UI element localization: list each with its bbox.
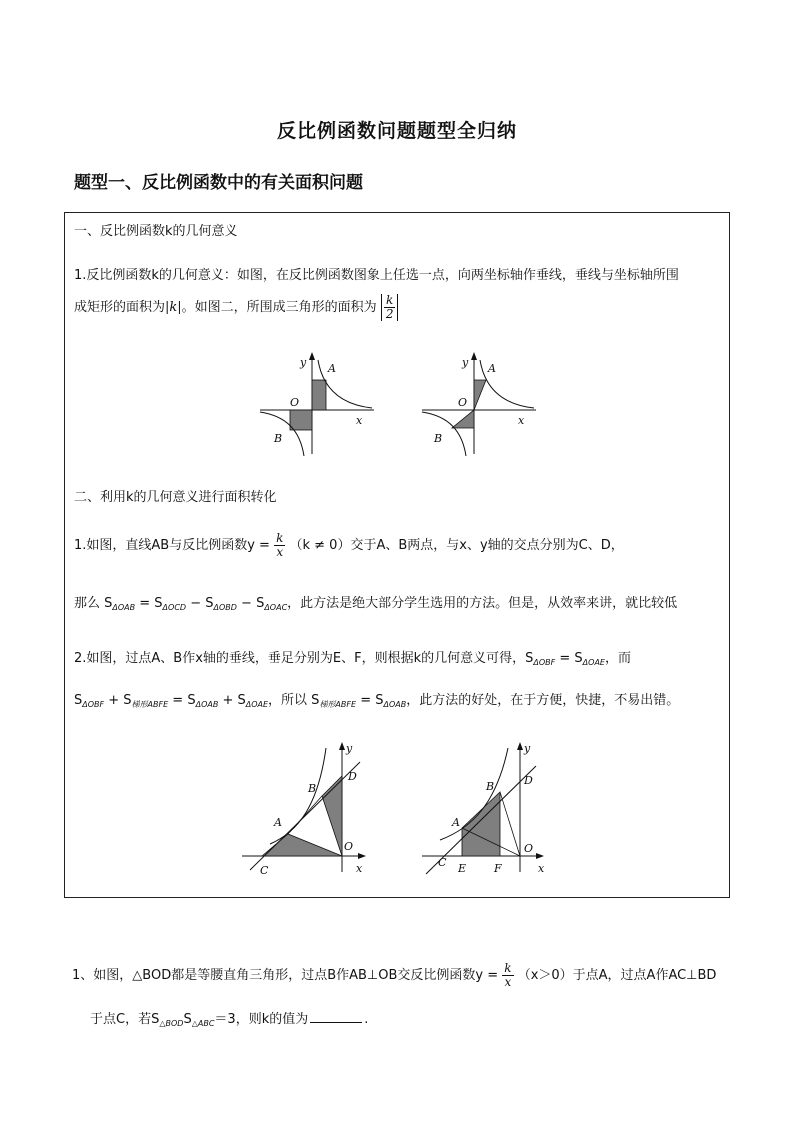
label-a: A xyxy=(488,362,496,375)
subscript: △BOD xyxy=(159,1019,184,1028)
frac-num: k xyxy=(504,961,512,975)
frac-den: x xyxy=(504,975,512,989)
label-o: O xyxy=(344,840,354,853)
question-1-line-1 xyxy=(72,962,716,989)
label-e: E xyxy=(458,862,467,875)
subscript: ΔOBD xyxy=(213,603,237,612)
label-d: D xyxy=(524,774,533,787)
text: . xyxy=(364,1012,369,1027)
figure-rectangle-area xyxy=(256,350,386,460)
shaded-triangle-obd xyxy=(322,776,342,856)
paragraph-1-line-1: 1.反比例函数k的几何意义：如图，在反比例函数图象上任选一点，向两坐标轴作垂线，垂线与坐标轴所围 xyxy=(74,268,679,283)
text: + S xyxy=(218,693,246,708)
subscript: ΔOAB xyxy=(195,700,219,709)
label-o: O xyxy=(458,396,468,409)
abs-k-over-2 xyxy=(381,294,399,321)
subscript: ΔOBF xyxy=(82,700,105,709)
text: + S xyxy=(104,693,132,708)
label-b: B xyxy=(274,432,283,445)
label-a: A xyxy=(328,362,336,375)
text: 1、如图，△BOD都是等腰直角三角形，过点B作AB⊥OB交反比例函数y = xyxy=(72,968,499,983)
shaded-triangle-oac xyxy=(262,834,342,856)
subscript: ΔOAC xyxy=(264,603,288,612)
shaded-triangle-b xyxy=(452,410,474,428)
fraction-k-over-x xyxy=(274,532,285,559)
paragraph-3 xyxy=(74,592,677,612)
frac-num: k xyxy=(276,531,284,545)
subscript: 梯形ABFE xyxy=(131,700,169,709)
section-title: 题型一、反比例函数中的有关面积问题 xyxy=(74,173,363,193)
label-y: y xyxy=(346,742,353,755)
label-b: B xyxy=(486,780,495,793)
text: ，此方法的好处，在于方便，快捷，不易出错。 xyxy=(406,693,680,708)
text: = S xyxy=(356,693,384,708)
label-a: A xyxy=(274,816,282,829)
text: 1.如图，直线AB与反比例函数y = xyxy=(74,538,270,553)
figure-line-hyperbola-method-1 xyxy=(240,740,370,880)
subscript: ΔOCD xyxy=(162,603,187,612)
paragraph-5 xyxy=(74,689,679,710)
label-x: x xyxy=(538,862,545,875)
label-o: O xyxy=(524,842,534,855)
paragraph-4 xyxy=(74,647,631,667)
text: = S xyxy=(135,596,163,611)
subscript: 梯形ABFE xyxy=(319,700,357,709)
abs-k: |k| xyxy=(165,300,182,315)
label-d: D xyxy=(348,770,357,783)
label-o: O xyxy=(290,396,300,409)
frac-num: k xyxy=(384,294,396,308)
label-f: F xyxy=(494,862,502,875)
figure-triangle-area xyxy=(418,350,548,460)
subscript: △ABC xyxy=(191,1019,215,1028)
text: 成矩形的面积为 xyxy=(74,300,166,315)
shaded-rectangle-a xyxy=(312,380,326,410)
subscript: ΔOAE xyxy=(582,658,605,667)
label-b: B xyxy=(308,782,317,795)
label-c: C xyxy=(260,864,269,877)
text: − S xyxy=(236,596,265,611)
label-c: C xyxy=(438,856,447,869)
label-x: x xyxy=(356,862,363,875)
subscript: ΔOAE xyxy=(245,700,269,709)
label-y: y xyxy=(300,356,307,369)
page-title: 反比例函数问题题型全归纳 xyxy=(276,120,517,142)
label-a: A xyxy=(452,816,460,829)
box-heading-2: 二、利用k的几何意义进行面积转化 xyxy=(74,490,277,505)
text: S xyxy=(74,693,83,708)
text: − S xyxy=(186,596,214,611)
text: S xyxy=(183,1012,192,1027)
box-heading-1: 一、反比例函数k的几何意义 xyxy=(74,224,238,239)
text: 。如图二，所围成三角形的面积为 xyxy=(181,300,377,315)
text: 2.如图，过点A、B作x轴的垂线，垂足分别为E、F，则根据k的几何意义可得，S xyxy=(74,651,534,666)
subscript: ΔOAB xyxy=(112,603,136,612)
text: ＝3，则k的值为 xyxy=(214,1012,309,1027)
text: ，所以 S xyxy=(268,693,320,708)
question-1-line-2 xyxy=(90,1008,368,1028)
paragraph-1-line-2 xyxy=(74,294,398,321)
text: 于点C，若S xyxy=(90,1012,160,1027)
answer-blank[interactable] xyxy=(310,1022,362,1023)
frac-den: x xyxy=(276,545,284,559)
hyperbola xyxy=(270,748,326,844)
label-b: B xyxy=(434,432,443,445)
text: （k ≠ 0）交于A、B两点，与x、y轴的交点分别为C、D， xyxy=(289,538,624,553)
paragraph-2 xyxy=(74,532,624,559)
text: 那么 S xyxy=(74,596,113,611)
hyperbola-branch-2 xyxy=(422,412,466,456)
label-x: x xyxy=(356,414,363,427)
label-x: x xyxy=(518,414,525,427)
shaded-rectangle-b xyxy=(290,410,312,430)
label-y: y xyxy=(462,356,469,369)
fraction-k-over-x xyxy=(502,962,513,989)
subscript: ΔOAB xyxy=(383,700,407,709)
subscript: ΔOBF xyxy=(533,658,556,667)
text: = S xyxy=(555,651,583,666)
shaded-triangle-a xyxy=(474,380,486,410)
text: = S xyxy=(168,693,196,708)
figure-line-hyperbola-method-2 xyxy=(420,740,560,880)
frac-den: 2 xyxy=(385,307,394,321)
label-y: y xyxy=(524,742,531,755)
text: ，而 xyxy=(604,651,631,666)
text: ，此方法是绝大部分学生选用的方法。但是，从效率来讲，就比较低 xyxy=(287,596,678,611)
text: （x＞0）于点A，过点A作AC⊥BD xyxy=(517,968,717,983)
